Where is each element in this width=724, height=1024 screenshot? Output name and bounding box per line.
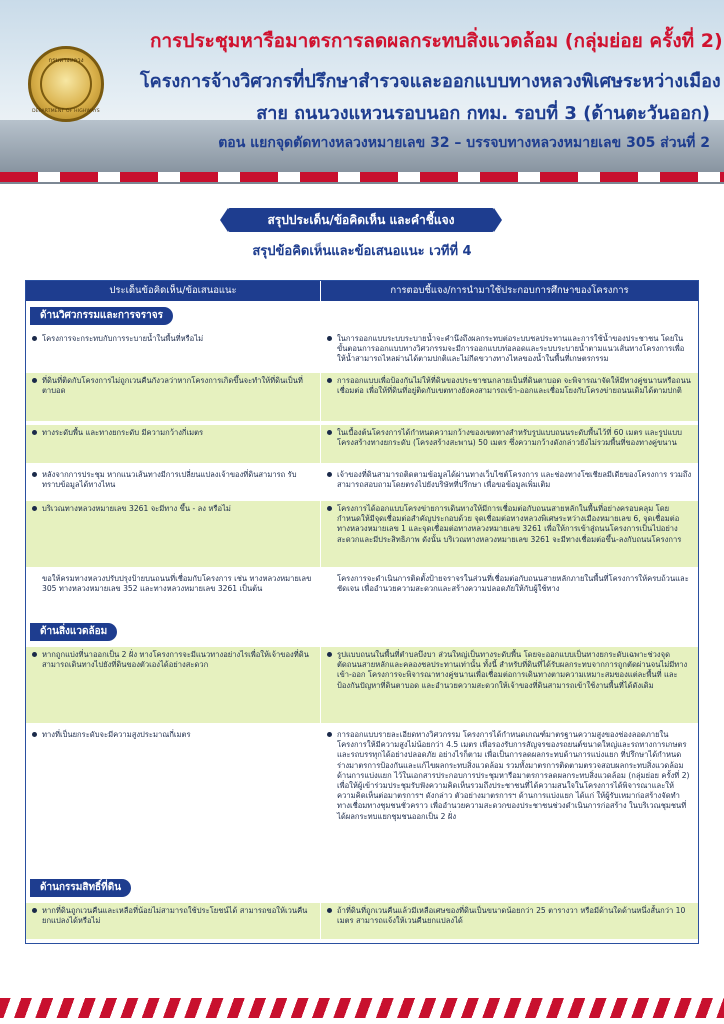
department-of-highways-logo: กรมทางหลวง DEPARTMENT OF HIGHWAYS: [28, 46, 104, 122]
response-cell: ถ้าที่ดินที่ถูกเวนคืนแล้วมีเหลือเศษของที่ดินเป็นขนาดน้อยกว่า 25 ตารางวา หรือมีด้านใดด้านหนึ่งสั้นกว่า 10 เมตร สามารถแจ้งให้เวนคืนยกแปลงได้: [321, 903, 698, 939]
table-row: [26, 467, 698, 497]
response-cell: การออกแบบเพื่อป้องกันไม่ให้ที่ดินของประชาชนกลายเป็นที่ดินตาบอด จะพิจารณาจัดให้มีทางคู่ขนานหรือถนนเชื่อมต่อ เพื่อให้ที่ดินที่อยู่ติดกับเขตทางยังคงสามารถเข้า-ออกและเชื่อมโยงกับโครงข่ายถนนเดิมได้ตามปกติ: [321, 373, 698, 421]
response-cell: ในเบื้องต้นโครงการได้กำหนดความกว้างของเขตทางสำหรับรูปแบบถนนระดับพื้นไว้ที่ 60 เมตร และรูปแบบโครงสร้างทางยกระดับ (โครงสร้างสะพาน) 50 เมตร ซึ่งความกว้างดังกล่าวยังไม่รวมพื้นที่ของทางคู่ขนาน: [321, 425, 698, 463]
table-row: [26, 501, 698, 567]
red-white-barrier-stripes: [0, 998, 724, 1018]
response-cell: เจ้าของที่ดินสามารถติดตามข้อมูลได้ผ่านทางเว็บไซต์โครงการ และช่องทางโซเชียลมีเดียของโครงการ รวมถึงสามารถสอบถามโดยตรงไปยังบริษัทที่ปรึกษา เพื่อขอข้อมูลเพิ่มเติม: [321, 467, 698, 497]
issue-cell: หากถูกแบ่งที่นาออกเป็น 2 ฝั่ง ทางโครงการจะมีแนวทางอย่างไรเพื่อให้เจ้าของที่ดินสามารถเดินทางไปยังที่ดินของตัวเองได้อย่างสะดวก: [26, 647, 320, 723]
response-cell: โครงการได้ออกแบบโครงข่ายการเดินทางให้มีการเชื่อมต่อกับถนนสายหลักในพื้นที่อย่างครอบคลุม โดยกำหนดให้มีจุดเชื่อมต่อสำคัญประกอบด้วย จุดเชื่อมต่อทางหลวงพิเศษระหว่างเมืองหมายเลข 6, จุดเชื่อมต่อทางหลวงหมายเลข 1 และจุดเชื่อมต่อทางหลวงหมายเลข 3261 เพื่อให้การเข้าสู่ถนนโครงการเป็นไปอย่างสะดวกและมีประสิทธิภาพ ดังนั้น บริเวณทางหลวงหมายเลข 3261 จะมีทางเชื่อมต่อขึ้น-ลงกับถนนโครงการ: [321, 501, 698, 567]
comments-table: [25, 280, 699, 944]
summary-heading: สรุปประเด็น/ข้อคิดเห็น และคำชี้แจง: [228, 208, 494, 232]
table-row: [26, 425, 698, 463]
project-title: โครงการจ้างวิศวกรที่ปรึกษาสำรวจและออกแบบทางหลวงพิเศษระหว่างเมือง: [140, 71, 721, 92]
section-engineering-traffic: ด้านวิศวกรรมและการจราจร: [30, 307, 173, 325]
project-section: ตอน แยกจุดตัดทางหลวงหมายเลข 32 – บรรจบทางหลวงหมายเลข 305 ส่วนที่ 2: [218, 135, 710, 151]
issue-cell: หลังจากการประชุม หากแนวเส้นทางมีการเปลี่ยนแปลงเจ้าของที่ดินสามารถ รับทราบข้อมูลได้ทางไหน: [26, 467, 320, 497]
header-banner: [0, 0, 724, 196]
table-row: [26, 373, 698, 421]
issue-cell: โครงการจะกระทบกับการระบายน้ำในพื้นที่หรือไม่: [26, 331, 320, 369]
table-header: [26, 281, 698, 301]
header-bottom-strip: [0, 184, 724, 196]
red-white-band: [0, 172, 724, 182]
project-route: สาย ถนนวงแหวนรอบนอก กทม. รอบที่ 3 (ด้านตะวันออก): [256, 103, 710, 124]
issue-cell: ขอให้ครมทางหลวงปรับปรุงป้ายบนถนนที่เชื่อมกับโครงการ เช่น ทางหลวงหมายเลข 305 ทางหลวงหมายเลข 352 และทางหลวงหมายเลข 3261 เป็นต้น: [26, 571, 320, 615]
table-row: [26, 903, 698, 939]
issue-cell: ที่ดินที่ติดกับโครงการไม่ถูกเวนคืนกังวลว่าหากโครงการเกิดขึ้นจะทำให้ที่ดินเป็นที่ตาบอด: [26, 373, 320, 421]
table-row: [26, 331, 698, 369]
footer-banner: [0, 992, 724, 1024]
column-header-responses: การตอบชี้แจง/การนำมาใช้ประกอบการศึกษาของโครงการ: [390, 285, 629, 296]
issue-cell: ทางระดับพื้น และทางยกระดับ มีความกว้างกี่เมตร: [26, 425, 320, 463]
section-land-ownership: ด้านกรรมสิทธิ์ที่ดิน: [30, 879, 131, 897]
forum-subtitle: สรุปข้อคิดเห็นและข้อเสนอแนะ เวทีที่ 4: [252, 244, 472, 259]
meeting-title: การประชุมหารือมาตรการลดผลกระทบสิ่งแวดล้อม (กลุ่มย่อย ครั้งที่ 2): [150, 30, 723, 52]
issue-cell: หากที่ดินถูกเวนคืนและเหลือที่น้อยไม่สามารถใช้ประโยชน์ได้ สามารถขอให้เวนคืนยกแปลงได้หรือไม่: [26, 903, 320, 939]
column-header-issues: ประเด็นข้อคิดเห็น/ข้อเสนอแนะ: [26, 281, 321, 301]
issue-cell: ทางที่เป็นยกระดับจะมีความสูงประมาณกี่เมตร: [26, 727, 320, 873]
response-cell: โครงการจะดำเนินการติดตั้งป้ายจราจรในส่วนที่เชื่อมต่อกับถนนสายหลักภายในพื้นที่โครงการให้ครบถ้วนและชัดเจน เพื่ออำนวยความสะดวกและสร้างความปลอดภัยให้กับผู้ใช้ทาง: [321, 571, 698, 615]
issue-cell: บริเวณทางหลวงหมายเลข 3261 จะมีทาง ขึ้น - ลง หรือไม่: [26, 501, 320, 567]
table-row: [26, 571, 698, 615]
response-cell: รูปแบบถนนในพื้นที่ตำบลบึงบา ส่วนใหญ่เป็นทางระดับพื้น โดยจะออกแบบเป็นทางยกระดับเฉพาะช่วงจุดตัดถนนสายหลักและคลองชลประทานเท่านั้น ทั้งนี้ สำหรับที่ดินที่ได้รับผลกระทบจากการถูกตัดผ่านจนไม่มีทางเข้า-ออก โครงการจะพิจารณาทางคู่ขนานเพื่อเชื่อมต่อการเดินทางตามความเหมาะสมของแต่ละพื้นที่ และป้องกันปัญหาที่ดินตาบอด และอำนวยความสะดวกให้เจ้าของที่ดินสามารถเข้าใช้งานพื้นที่ได้ดังเดิม: [321, 647, 698, 723]
response-cell: การออกแบบรายละเอียดทางวิศวกรรม โครงการได้กำหนดเกณฑ์มาตรฐานความสูงของช่องลอดภายในโครงการให้มีความสูงไม่น้อยกว่า 4.5 เมตร เพื่อรองรับการสัญจรของรถยนต์ขนาดใหญ่และรถทางการเกษตรและรถบรรทุกได้อย่างปลอดภัย อย่างไรก็ตาม เพื่อเป็นการลดผลกระทบด้านการแบ่งแยก ที่ปรึกษาได้กำหนดร่างมาตรการป้องกันและแก้ไขผลกระทบสิ่งแวดล้อม รวมทั้งมาตรการติดตามตรวจสอบผลกระทบสิ่งแวดล้อม ด้านการแบ่งแยก ไว้ในเอกสารประกอบการประชุมหารือมาตรการลดผลกระทบสิ่งแวดล้อม (กลุ่มย่อย ครั้งที่ 2) เพื่อให้ผู้เข้าร่วมประชุมรับฟังความคิดเห็นรวมถึงประชาชนที่ได้ความสนใจในโครงการได้พิจารณาและให้ความคิดเห็นต่อมาตรการฯ ดังกล่าว ตัวอย่างมาตรการฯ ด้านการแบ่งแยก ได้แก่ ให้ผู้รับเหมาก่อสร้างจัดทำทางเชื่อมทางชุมชนชั่วคราว เพื่ออำนวยความสะดวกของประชาชนช่วงดำเนินการก่อสร้าง ในบริเวณชุมชนที่ได้ผลกระทบแยกชุมชนออกเป็น 2 ฝั่ง: [321, 727, 698, 873]
table-row: [26, 727, 698, 873]
section-environment: ด้านสิ่งแวดล้อม: [30, 623, 117, 641]
response-cell: ในการออกแบบระบบระบายน้ำจะคำนึงถึงผลกระทบต่อระบบชลประทานและการใช้น้ำของประชาชน โดยในขั้นตอนการออกแบบทางวิศวกรรมจะมีการออกแบบท่อลอดและระบบระบายน้ำตามแนวเส้นทางโครงการเพื่อให้น้ำสามารถไหลผ่านได้ตามปกติและไม่กีดขวางทางไหลของน้ำในพื้นที่เกษตรกรรม: [321, 331, 698, 369]
table-row: [26, 647, 698, 723]
